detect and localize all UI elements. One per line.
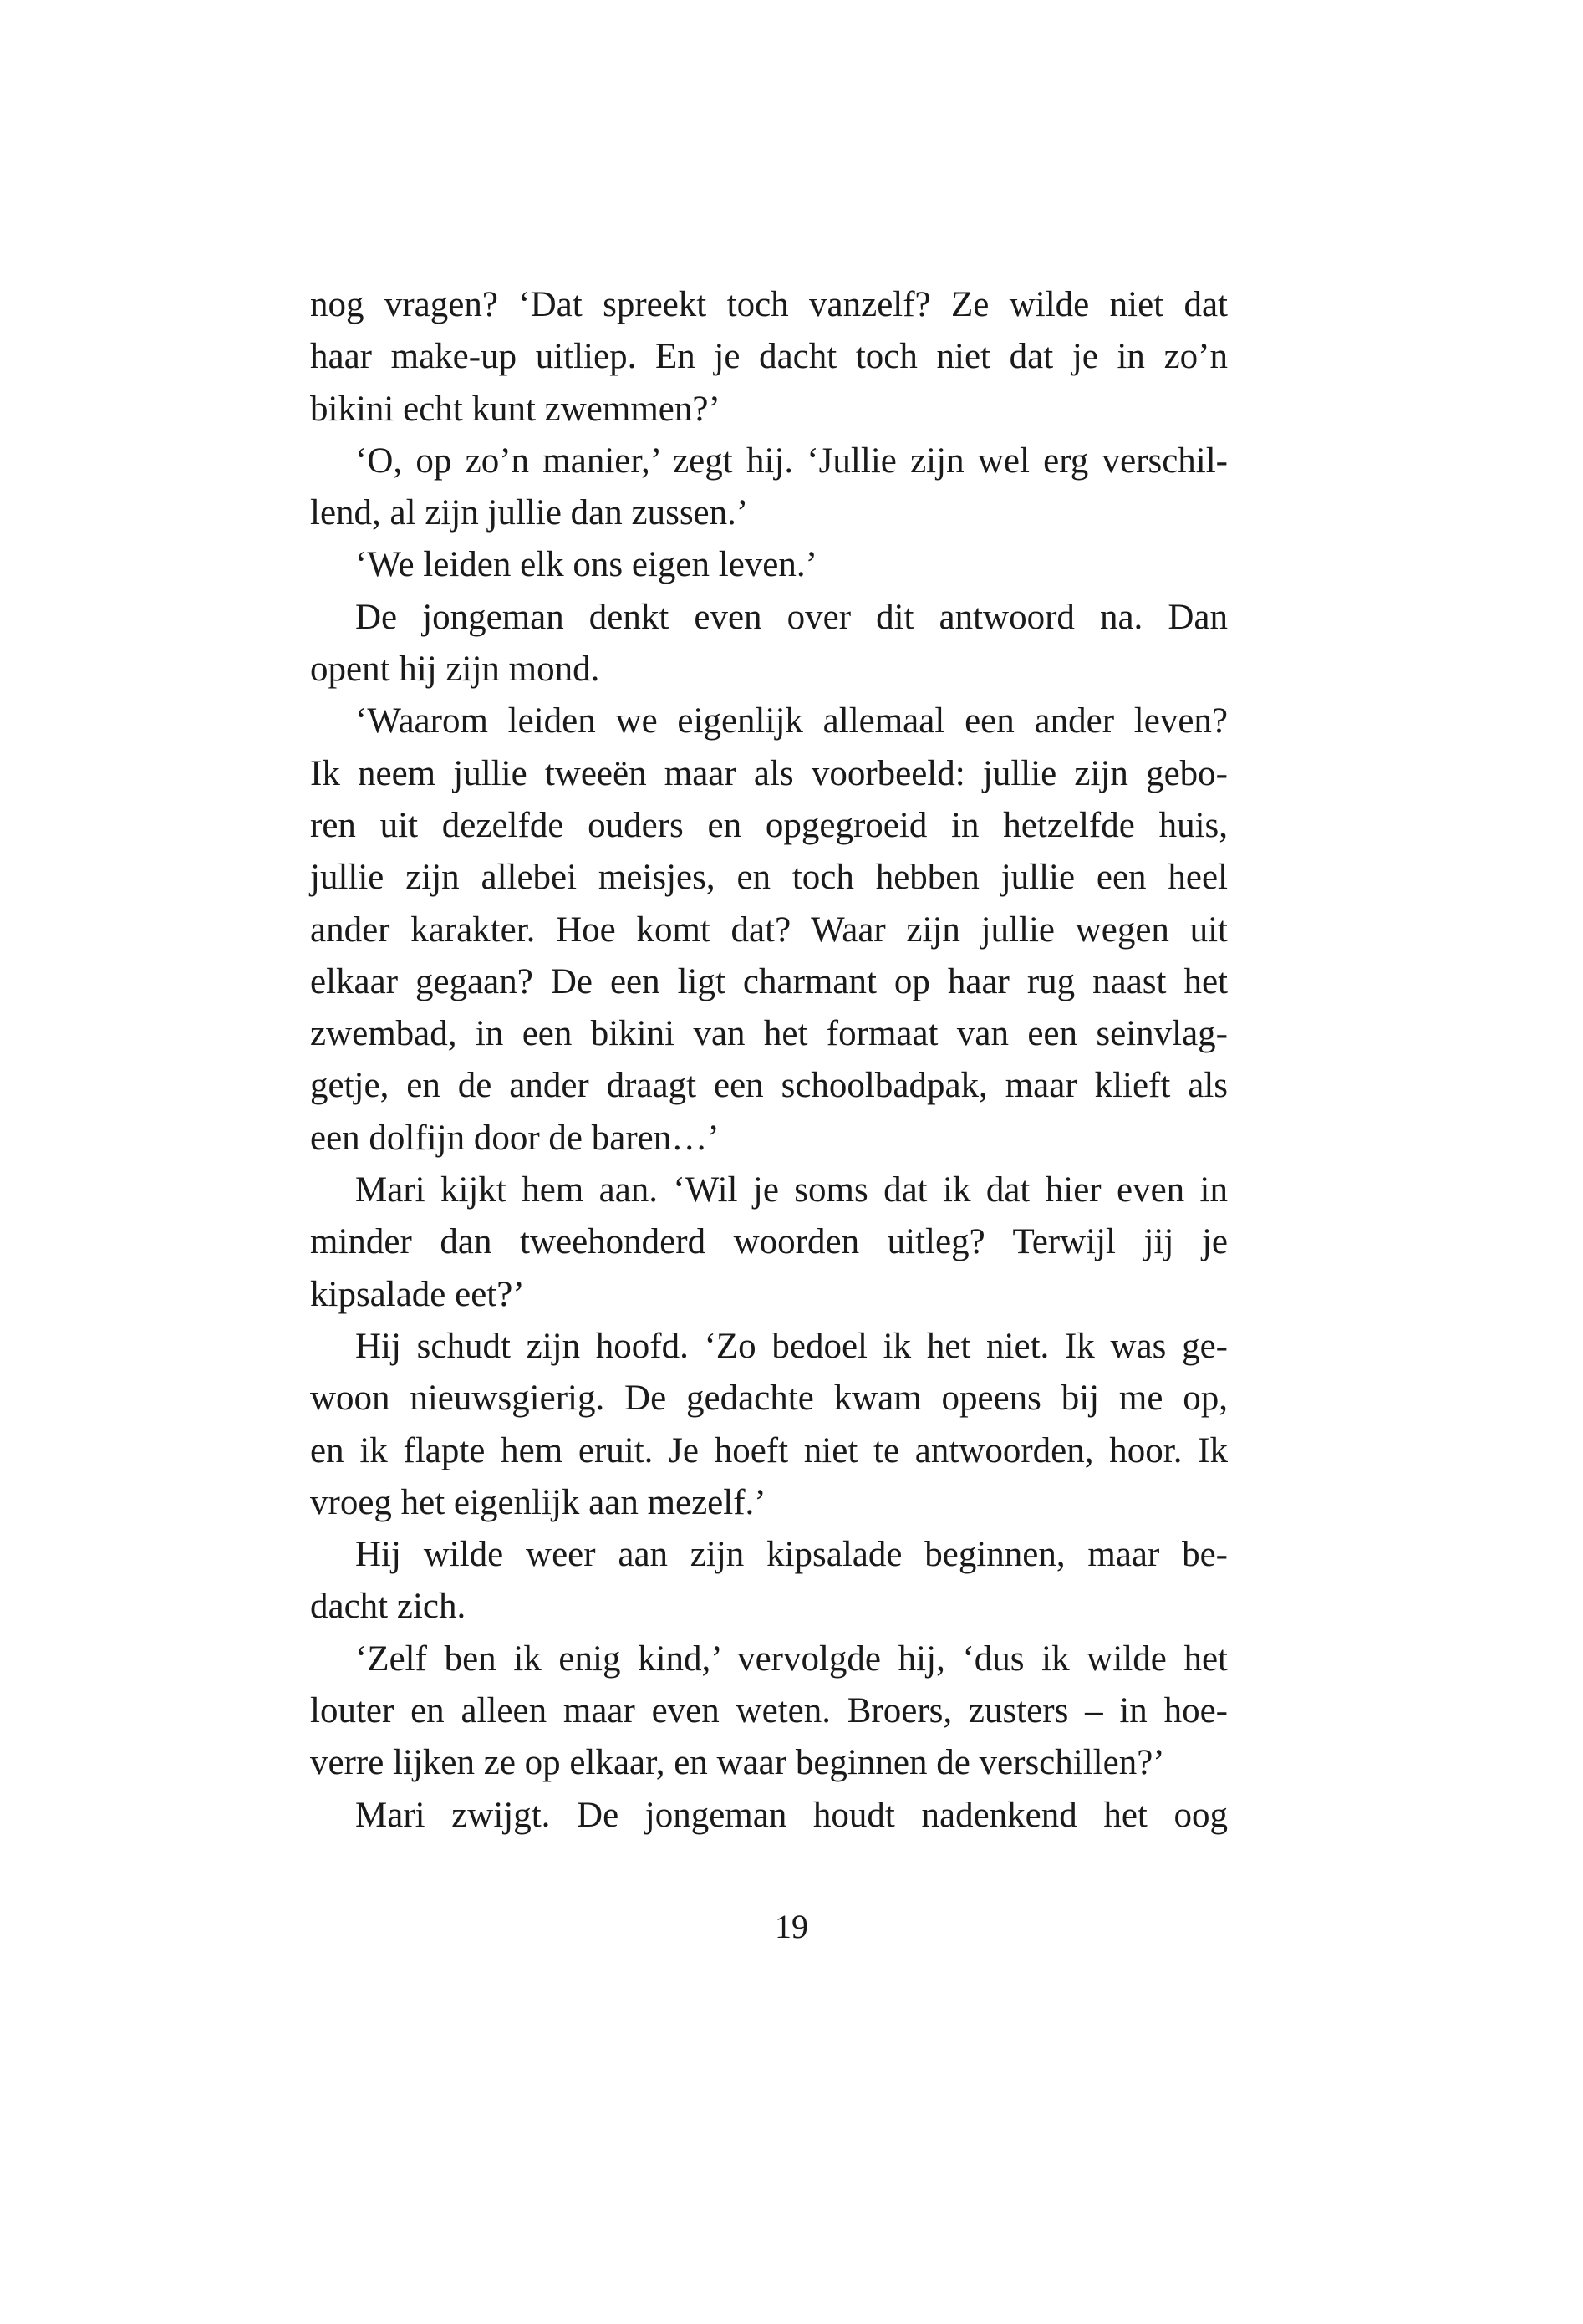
text-line: dacht zich. bbox=[310, 1587, 466, 1627]
paragraph bbox=[310, 696, 1228, 1165]
text-line: Hij schudt zijn hoofd. ‘Zo bedoel ik het niet. Ik was ge- bbox=[355, 1326, 1228, 1366]
text-line: vroeg het eigenlijk aan mezelf.’ bbox=[310, 1482, 766, 1522]
text-line: woon nieuwsgierig. De gedachte kwam opeens bij me op, bbox=[310, 1379, 1228, 1419]
text-line: verre lijken ze op elkaar, en waar beginnen de verschillen?’ bbox=[310, 1743, 1165, 1783]
paragraph bbox=[310, 539, 1228, 591]
paragraph bbox=[310, 279, 1228, 436]
text-line: nog vragen? ‘Dat spreekt toch vanzelf? Ze wilde niet dat bbox=[310, 285, 1228, 324]
text-line: Ik neem jullie tweeën maar als voorbeeld: jullie zijn gebo- bbox=[310, 753, 1228, 793]
text-line: jullie zijn allebei meisjes, en toch hebben jullie een heel bbox=[310, 858, 1228, 898]
text-line: haar make-up uitliep. En je dacht toch niet dat je in zo’n bbox=[310, 337, 1228, 377]
page-number: 19 bbox=[775, 1908, 808, 1945]
text-line: Hij wilde weer aan zijn kipsalade beginnen, maar be- bbox=[355, 1535, 1228, 1575]
text-line: lend, al zijn jullie dan zussen.’ bbox=[310, 493, 749, 533]
paragraph bbox=[310, 1321, 1228, 1529]
paragraph bbox=[310, 1165, 1228, 1321]
paragraph bbox=[310, 1790, 1228, 1842]
text-line: een dolfijn door de baren…’ bbox=[310, 1118, 720, 1158]
text-line: ren uit dezelfde ouders en opgegroeid in hetzelfde huis, bbox=[310, 805, 1228, 845]
paragraph bbox=[310, 1529, 1228, 1633]
text-line: Mari kijkt hem aan. ‘Wil je soms dat ik dat hier even in bbox=[355, 1170, 1228, 1210]
paragraph bbox=[310, 1633, 1228, 1790]
text-line: opent hij zijn mond. bbox=[310, 650, 600, 690]
text-line: ‘Waarom leiden we eigenlijk allemaal een ander leven? bbox=[355, 701, 1228, 742]
paragraph bbox=[310, 436, 1228, 540]
text-line: getje, en de ander draagt een schoolbadpak, maar klieft als bbox=[310, 1066, 1228, 1106]
text-line: bikini echt kunt zwemmen?’ bbox=[310, 389, 720, 429]
text-line: elkaar gegaan? De een ligt charmant op haar rug naast het bbox=[310, 961, 1228, 1001]
body-text bbox=[310, 279, 1228, 1842]
text-line: ‘O, op zo’n manier,’ zegt hij. ‘Jullie zijn wel erg verschil- bbox=[355, 441, 1228, 481]
text-line: kipsalade eet?’ bbox=[310, 1274, 525, 1314]
text-line: minder dan tweehonderd woorden uitleg? Terwijl jij je bbox=[310, 1222, 1228, 1262]
text-line: ‘We leiden elk ons eigen leven.’ bbox=[355, 545, 817, 585]
text-line: louter en alleen maar even weten. Broers, zusters – in hoe- bbox=[310, 1691, 1228, 1731]
text-line: De jongeman denkt even over dit antwoord na. Dan bbox=[355, 597, 1228, 637]
text-line: zwembad, in een bikini van het formaat van een seinvlag- bbox=[310, 1014, 1228, 1054]
text-line: ander karakter. Hoe komt dat? Waar zijn jullie wegen uit bbox=[310, 910, 1228, 950]
text-line: ‘Zelf ben ik enig kind,’ vervolgde hij, ‘dus ik wilde het bbox=[355, 1639, 1228, 1679]
text-line: en ik flapte hem eruit. Je hoeft niet te antwoorden, hoor. Ik bbox=[310, 1430, 1228, 1470]
text-line: Mari zwijgt. De jongeman houdt nadenkend het oog bbox=[355, 1795, 1228, 1835]
paragraph bbox=[310, 592, 1228, 696]
